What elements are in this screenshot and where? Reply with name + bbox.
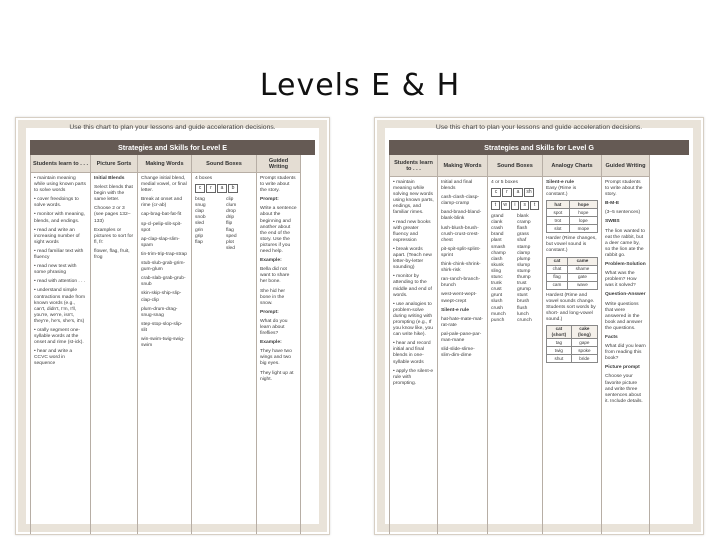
chart-heading: Strategies and Skills for Level G — [389, 140, 689, 155]
word-list-right — [226, 197, 253, 252]
sound-word: stamp — [517, 244, 531, 250]
column-header: Guided Writing — [257, 155, 300, 173]
analogy-cell: gate — [567, 273, 597, 281]
making-words-item: cash-clash-clasp-clamp-cramp — [441, 195, 480, 207]
guided-writing-item: Facts — [605, 334, 618, 340]
making-words-list — [138, 173, 191, 355]
column-header: Students learn to . . . — [390, 155, 437, 177]
word-list-left — [195, 197, 222, 252]
sound-boxes-body — [488, 177, 542, 327]
guided-writing-item: Question-Answer — [605, 292, 646, 298]
chart-heading: Strategies and Skills for Level E — [30, 140, 315, 155]
making-words-item: Initial and final blends — [441, 180, 473, 192]
analogy-cell: spot — [547, 209, 570, 217]
sound-word: munch — [491, 311, 506, 317]
learn-item: • hear and write a CCVC word in sequence — [34, 349, 87, 367]
sound-word: blank — [517, 214, 529, 220]
sound-word: brand — [491, 232, 504, 238]
guided-writing-item: Prompt: — [260, 197, 279, 203]
sound-word: snob — [195, 215, 206, 221]
sound-word: drip — [226, 215, 235, 221]
sound-box: a — [217, 184, 227, 193]
column-analogy-charts — [543, 155, 602, 535]
making-words-item: west-went-wept-swept-crept — [441, 292, 477, 304]
making-words-item: Silent-e rule — [441, 307, 469, 313]
column-header: Sound Boxes — [488, 155, 542, 177]
analogy-cell: cat (short) — [547, 326, 572, 339]
analogy-cell: hope — [569, 201, 597, 209]
sound-word: clank — [491, 220, 503, 226]
sound-word: clash — [491, 256, 503, 262]
learn-list — [390, 177, 437, 393]
picture-sort-item: Initial Blends — [94, 176, 125, 181]
column-header: Students learn to . . . — [31, 155, 90, 173]
sound-word: clamp — [517, 250, 531, 256]
analogy-cell: hat — [547, 201, 570, 209]
learn-item: • maintain meaning while solving new words using known parts, endings, and familiar rimes. — [393, 180, 434, 217]
making-words-item: ran-ranch-branch-brunch — [441, 277, 481, 289]
guided-writing-item: Prompt: — [260, 309, 279, 315]
word-list-right — [517, 214, 539, 324]
sound-word: drop — [226, 209, 236, 215]
sound-word: crust — [491, 287, 502, 293]
column-sound-boxes — [192, 155, 257, 535]
analogy-table-harder — [546, 257, 598, 290]
learn-item: • orally segment one-syllable words at the onset and rime (st-ick). — [34, 328, 87, 346]
analogy-cell: spoke — [571, 347, 597, 355]
sound-box-row — [491, 201, 539, 210]
making-words-item: hat-hate-mate-mat-rat-rate — [441, 316, 483, 328]
analogy-row — [547, 225, 598, 233]
making-words-item: pal-pale-pane-par-man-mane — [441, 331, 482, 343]
sound-word: grass — [517, 232, 529, 238]
guided-writing-item: Picture prompt — [605, 365, 640, 371]
learn-item: • understand simple contractions made from known words (e.g., can't, didn't, I'm, I'll, you're, we're, isn't, they're, he's, she's, it's) — [34, 288, 87, 325]
sound-word: lunch — [517, 311, 529, 317]
learn-item: • monitor by attending to the middle and end of words. — [393, 274, 434, 298]
sound-word: grump — [517, 287, 531, 293]
making-words-list — [438, 177, 487, 365]
sound-word: slump — [517, 262, 531, 268]
analogy-cell: bride — [571, 355, 597, 363]
learn-item: • read and write an increasing number of sight words — [34, 228, 87, 246]
sound-word: snug — [195, 203, 206, 209]
sound-word: flip — [226, 221, 233, 227]
sound-word: stunt — [517, 293, 528, 299]
making-words-item: lush-blush-brush-crush-crust-crest-chest — [441, 225, 480, 243]
guided-writing-item: SWBS — [605, 219, 620, 225]
learn-item: • maintain meaning while using known parts to solve words — [34, 176, 87, 194]
analogy-row — [547, 265, 598, 273]
sound-box-row — [491, 188, 539, 197]
sound-word: plot — [226, 239, 234, 245]
sound-word: sling — [491, 268, 502, 274]
analogy-rule: Silent-e rule — [546, 180, 574, 185]
sound-box-row — [195, 184, 253, 193]
column-making-words — [438, 155, 488, 535]
sound-boxes-intro: 4 or 5 boxes — [491, 180, 518, 185]
column-sound-boxes — [488, 155, 543, 535]
sound-word: sled — [195, 221, 204, 227]
learn-item: • monitor with meaning, blends, and endings. — [34, 212, 87, 224]
picture-sort-item: Choose 2 or 3 (see pages 132–133) — [94, 206, 131, 224]
analogy-row — [547, 257, 598, 265]
sound-word: brag — [195, 197, 205, 203]
making-words-item: stub-slub-grab-grim-gum-glum — [141, 261, 186, 273]
guided-writing-item: What did you learn from reading this book? — [605, 344, 646, 362]
making-words-item: tin-trim-trip-trap-strap — [141, 251, 187, 257]
sound-box: c — [491, 188, 501, 197]
analogy-table-easy — [546, 200, 598, 233]
learn-item: • read familiar text with fluency — [34, 249, 87, 261]
analogy-cell: hope — [569, 209, 597, 217]
column-header: Guided Writing — [602, 155, 649, 177]
learn-item: • use analogies to problem-solve during writing with prompting (e.g., If you know like, you can write hike). — [393, 302, 434, 339]
sound-word: sled — [226, 245, 235, 251]
analogy-cell: trot — [547, 217, 570, 225]
sound-word: flush — [517, 305, 528, 311]
sound-word: clum — [226, 203, 237, 209]
sound-word: cramp — [517, 220, 531, 226]
sound-word: flag — [226, 227, 234, 233]
column-header: Making Words — [138, 155, 191, 173]
sound-word: grand — [491, 214, 504, 220]
analogy-row — [547, 339, 598, 347]
sound-word: trunk — [491, 281, 502, 287]
column-header: Analogy Charts — [543, 155, 601, 177]
analogy-cell: shut — [547, 355, 572, 363]
sound-word: smash — [491, 244, 506, 250]
guided-writing-item: Write a sentence about the beginning and another about the end of the story. Use the pictures if you need help. — [260, 206, 297, 255]
sound-word: flash — [517, 226, 528, 232]
analogy-cell: flag — [547, 273, 568, 281]
analogy-note: Easy (Rime is constant.) — [546, 186, 577, 198]
guided-writing-item: Prompt students to write about the story. — [260, 176, 296, 194]
analogy-row — [547, 281, 598, 289]
sound-box: t — [530, 201, 539, 210]
sound-word: crush — [491, 305, 503, 311]
sound-word: thump — [517, 275, 531, 281]
picture-sort-item: flower, flag, fruit, frog — [94, 248, 130, 261]
column-header: Picture Sorts — [91, 155, 137, 173]
sound-box: w — [501, 201, 510, 210]
sound-boxes-body — [192, 173, 256, 255]
making-words-item: step-stop-slop-slip-slit — [141, 321, 183, 333]
analogy-cell: tag — [547, 339, 572, 347]
column-guided-writing — [257, 155, 301, 535]
analogy-table-hardest — [546, 325, 598, 363]
sound-word: stump — [517, 268, 531, 274]
chart-intro: Use this chart to plan your lessons and guide acceleration decisions. — [69, 124, 276, 131]
analogy-cell: cam — [547, 281, 568, 289]
sound-word: punch — [491, 317, 505, 323]
picture-sort-list — [91, 173, 137, 267]
sound-box: s — [520, 201, 529, 210]
sound-word: clip — [226, 197, 234, 203]
sound-box: a — [513, 188, 523, 197]
sound-word: grin — [195, 227, 204, 233]
guided-writing-item: The lion wanted to eat the rabbit, but a deer came by, so the lion ate the rabbit go. — [605, 228, 645, 258]
analogy-hardest: Hardest (Rime and vowel sounds change. Students sort words by short- and long-vowel sound.) — [546, 292, 596, 322]
analogy-cell: cake (long) — [571, 326, 597, 339]
guided-writing-item: They light up at night. — [260, 370, 294, 382]
guided-writing-item: Prompt students to write about the story. — [605, 180, 643, 198]
sound-box: r — [206, 184, 216, 193]
making-words-item: win-swim-twig-swig-swim — [141, 336, 185, 349]
making-words-item: Change initial blend, medial vowel, or final letter. — [141, 176, 187, 194]
analogy-row — [547, 201, 598, 209]
sound-box: i — [511, 201, 520, 210]
analogy-harder: Harder (Rime changes, but vowel sound is constant.) — [546, 236, 597, 254]
analogy-cell: mope — [569, 225, 597, 233]
sound-word: champ — [491, 250, 506, 256]
chart-intro: Use this chart to plan your lessons and guide acceleration decisions. — [435, 124, 643, 131]
sound-word: skunk — [491, 262, 504, 268]
making-words-item: think-chink-shrink-shirk-risk — [441, 262, 481, 274]
guided-writing-list — [257, 173, 300, 389]
analogy-cell: came — [567, 257, 597, 265]
sound-word: crash — [491, 226, 503, 232]
analogy-cell: chat — [547, 265, 568, 273]
sound-word: grip — [195, 233, 204, 239]
slide-title: Levels E & H — [259, 68, 461, 103]
sound-box: t — [491, 201, 500, 210]
column-students-learn — [31, 155, 91, 535]
strategy-grid — [389, 155, 689, 535]
making-words-item: ap-clap-slap-slim-spam — [141, 236, 180, 248]
analogy-row — [547, 347, 598, 355]
analogy-cell: gape — [571, 339, 597, 347]
making-words-item: cap-brag-bat-fat-fit — [141, 212, 182, 218]
column-making-words — [138, 155, 192, 535]
guided-writing-item: B-M-E — [605, 201, 620, 207]
making-words-item: plum-drum-drag-snug-snag — [141, 306, 178, 318]
analogy-cell: shame — [567, 265, 597, 273]
analogy-cell: wave — [567, 281, 597, 289]
learn-item: • break words apart. (Teach new letter-by-letter sounding) — [393, 247, 434, 271]
analogy-row — [547, 209, 598, 217]
analogy-row — [547, 326, 598, 339]
sound-box: r — [502, 188, 512, 197]
analogy-cell: cat — [547, 257, 568, 265]
learn-item: • hear and record initial and final blends in one-syllable words — [393, 341, 434, 365]
analogy-cell: lope — [569, 217, 597, 225]
level-e-chart — [15, 117, 330, 535]
guided-writing-item: Problem-Solution — [605, 262, 646, 268]
sound-word: crunch — [517, 317, 532, 323]
making-words-item: Break at onset and rime (cr-ab) — [141, 197, 183, 209]
learn-item: • cover freedoings to solve words. — [34, 197, 87, 209]
strategy-grid — [30, 155, 315, 535]
guided-writing-item: (3–5 sentences) — [605, 210, 641, 216]
guided-writing-item: What was the problem? How was it solved? — [605, 271, 637, 289]
level-g-chart — [374, 117, 704, 535]
column-guided-writing — [602, 155, 650, 535]
sound-word: grunt — [491, 293, 503, 299]
guided-writing-item: She hid her bone in the snow. — [260, 288, 286, 306]
analogy-cell: twig — [547, 347, 572, 355]
learn-item: • apply the silent-e rule with prompting. — [393, 369, 434, 387]
making-words-item: skin-skip-ship-slip-clap-clip — [141, 291, 182, 303]
guided-writing-item: Write questions that were answered in the book and answer the questions. — [605, 301, 643, 331]
analogy-row — [547, 273, 598, 281]
making-words-item: pit-spit-split-splint-sprint — [441, 246, 481, 258]
analogy-row — [547, 217, 598, 225]
guided-writing-item: What do you learn about fireflies? — [260, 318, 288, 337]
learn-item: • read new text with some phrasing — [34, 264, 87, 276]
guided-writing-item: They have two wings and two big eyes. — [260, 349, 292, 367]
sound-word: slush — [491, 299, 503, 305]
making-words-item: sp-cl-pelip-slit-spit-spot — [141, 221, 182, 233]
learn-list — [31, 173, 90, 374]
sound-word: stunc — [491, 275, 503, 281]
guided-writing-item: Bella did not want to share her bone. — [260, 267, 290, 285]
sound-word: plant — [491, 238, 502, 244]
sound-word: clap — [195, 209, 204, 215]
making-words-item: slid-slide-slime-slim-dim-dime — [441, 347, 475, 359]
sound-word: brush — [517, 299, 530, 305]
column-students-learn — [390, 155, 438, 535]
learn-item: • read with attention . . . — [34, 279, 87, 285]
picture-sort-item: Select blends that begin with the same letter. — [94, 185, 133, 203]
guided-writing-item: Example: — [260, 258, 282, 264]
column-picture-sorts — [91, 155, 138, 535]
learn-item: • read new books with greater fluency and expression — [393, 220, 434, 244]
picture-sort-item: Examples or pictures to sort for fl, fr: — [94, 227, 134, 245]
guided-writing-item: Example: — [260, 340, 282, 346]
sound-word: sped — [226, 233, 237, 239]
analogy-cell: slot — [547, 225, 570, 233]
guided-writing-item: Choose your favorite picture and write three sentences about it. Include details. — [605, 374, 643, 404]
guided-writing-list — [602, 177, 649, 411]
making-words-item: crab-slab-grab-grub-snub — [141, 276, 186, 288]
sound-box: b — [228, 184, 238, 193]
column-header: Making Words — [438, 155, 487, 177]
sound-word: trust — [517, 281, 527, 287]
sound-box: sh — [524, 188, 534, 197]
sound-box: c — [195, 184, 205, 193]
making-words-item: band-brand-bland-blank-blink — [441, 210, 482, 222]
word-list-left — [491, 214, 513, 324]
sound-word: flap — [195, 239, 203, 245]
column-header: Sound Boxes — [192, 155, 256, 173]
sound-boxes-intro: 4 boxes — [195, 176, 213, 181]
analogy-row — [547, 355, 598, 363]
sound-word: plump — [517, 256, 531, 262]
analogy-body — [543, 177, 601, 366]
sound-word: shaf — [517, 238, 527, 244]
